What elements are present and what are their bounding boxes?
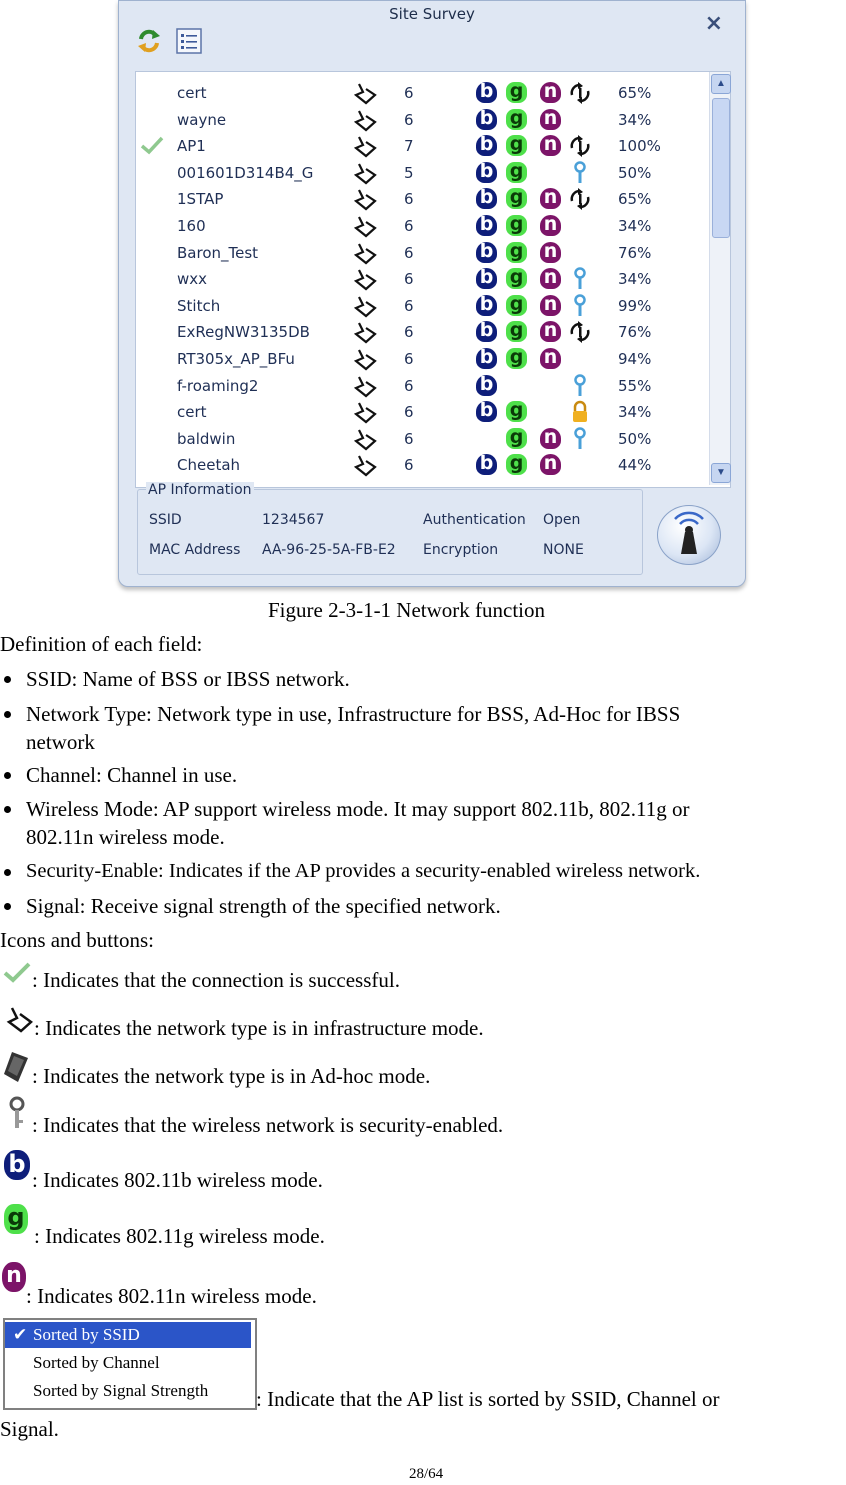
- mode-b-icon: b: [476, 82, 497, 103]
- infrastructure-icon: [352, 400, 378, 424]
- network-ssid: RT305x_AP_BFu: [177, 350, 295, 368]
- network-signal: 34%: [618, 110, 652, 129]
- mode-n-icon: n: [540, 321, 561, 342]
- mode-g-icon: g: [506, 188, 527, 209]
- site-survey-window: [118, 0, 746, 587]
- network-signal: 50%: [618, 163, 652, 182]
- sort-by-channel-item[interactable]: [5, 1350, 251, 1376]
- network-ssid: wxx: [177, 270, 208, 289]
- network-signal: 76%: [618, 323, 652, 342]
- mode-g-icon: g: [506, 215, 527, 236]
- mode-b-icon: b: [476, 348, 497, 369]
- mode-g-icon: g: [506, 348, 527, 369]
- mode-b-icon: b: [476, 454, 497, 475]
- check-icon: ✔: [13, 1325, 28, 1344]
- network-signal: 76%: [618, 243, 652, 262]
- icon-desc-g: : Indicates 802.11g wireless mode.: [34, 1224, 325, 1248]
- infrastructure-icon: [352, 320, 378, 344]
- network-ssid: 160: [177, 217, 206, 235]
- network-channel: 6: [404, 190, 414, 209]
- ssid-value: 1234567: [262, 512, 325, 528]
- antenna-icon: [658, 506, 720, 564]
- network-row[interactable]: [136, 80, 710, 106]
- mode-g-icon: g: [506, 162, 527, 183]
- mode-g-icon: g: [506, 295, 527, 316]
- mode-n-icon: n: [540, 454, 561, 475]
- sort-list-icon[interactable]: [175, 27, 203, 55]
- infrastructure-icon: [352, 374, 378, 398]
- authentication-label: Authentication: [423, 512, 526, 528]
- scroll-down-button[interactable]: ▼: [711, 463, 731, 483]
- sort-by-ssid-label: Sorted by SSID: [33, 1325, 140, 1344]
- bullet-channel: Channel: Channel in use.: [26, 763, 238, 787]
- wps-icon: [568, 320, 592, 344]
- mode-n-icon: n: [540, 295, 561, 316]
- icon-desc-infrastructure: : Indicates the network type is in infrastructure mode.: [34, 1016, 484, 1040]
- mode-b-icon: b: [476, 401, 497, 422]
- adhoc-icon: [2, 1050, 30, 1084]
- network-channel: 6: [404, 403, 414, 422]
- network-ssid: AP1: [177, 137, 206, 156]
- wps-icon: [568, 81, 592, 105]
- sort-by-ssid-item[interactable]: [5, 1322, 251, 1348]
- infrastructure-icon: [352, 81, 378, 105]
- bullet-wireless-mode-cont: 802.11n wireless mode.: [26, 825, 225, 849]
- bullet-wireless-mode: Wireless Mode: AP support wireless mode. It may support 802.11b, 802.11g or: [26, 797, 690, 821]
- icon-desc-b: : Indicates 802.11b wireless mode.: [32, 1168, 323, 1192]
- bullet-network-type-cont: network: [26, 730, 95, 754]
- network-row[interactable]: [136, 426, 710, 452]
- security-key-icon: [568, 267, 592, 291]
- bullet: [4, 676, 11, 683]
- ap-information-panel: [137, 482, 643, 575]
- mode-n-icon: n: [540, 109, 561, 130]
- network-list[interactable]: [135, 71, 731, 488]
- network-ssid: Cheetah: [177, 456, 241, 475]
- network-row[interactable]: [136, 293, 710, 319]
- infrastructure-icon: [352, 267, 378, 291]
- bullet-ssid: SSID: Name of BSS or IBSS network.: [26, 667, 350, 691]
- network-signal: 65%: [618, 190, 652, 209]
- mode-n-icon: n: [540, 82, 561, 103]
- network-channel: 6: [404, 429, 414, 448]
- mode-b-icon: b: [476, 375, 497, 396]
- network-ssid: 1STAP: [177, 190, 224, 209]
- network-signal: 100%: [618, 137, 661, 156]
- mode-b-icon: b: [476, 242, 497, 263]
- network-row[interactable]: [136, 266, 710, 292]
- network-row[interactable]: [136, 186, 710, 212]
- infrastructure-icon: [352, 241, 378, 265]
- mode-g-icon: g: [506, 454, 527, 475]
- network-signal: 34%: [618, 403, 652, 422]
- mode-b-icon: b: [476, 162, 497, 183]
- network-channel: 6: [404, 350, 414, 368]
- mode-b-icon: b: [476, 188, 497, 209]
- sort-desc-line-1: : Indicate that the AP list is sorted by SSID, Channel or: [256, 1387, 720, 1411]
- encryption-label: Encryption: [423, 542, 499, 558]
- close-button[interactable]: ×: [704, 11, 723, 36]
- bullet-signal: Signal: Receive signal strength of the specified network.: [26, 894, 501, 918]
- network-signal: 34%: [618, 270, 652, 289]
- mode-n-icon: n: [540, 188, 561, 209]
- infrastructure-icon: [352, 427, 378, 451]
- sort-menu[interactable]: [3, 1318, 257, 1410]
- mode-b-icon: b: [476, 268, 497, 289]
- mode-g-icon: g: [506, 82, 527, 103]
- icon-desc-security: : Indicates that the wireless network is security-enabled.: [32, 1113, 504, 1137]
- infrastructure-icon: [352, 347, 378, 371]
- mode-g-icon: g: [506, 428, 527, 449]
- sort-by-signal-item[interactable]: [5, 1378, 251, 1404]
- network-ssid: 001601D314B4_G: [177, 163, 314, 182]
- refresh-icon[interactable]: [135, 27, 163, 55]
- mode-n-icon: n: [540, 242, 561, 263]
- mode-g-icon: g: [506, 268, 527, 289]
- network-row[interactable]: [136, 399, 710, 425]
- icons-heading: Icons and buttons:: [0, 928, 154, 952]
- connected-check-icon: [140, 135, 164, 155]
- wps-icon: [568, 187, 592, 211]
- network-row[interactable]: [136, 346, 710, 372]
- mode-g-icon: g: [506, 401, 527, 422]
- infrastructure-icon: [352, 214, 378, 238]
- mode-b-icon: b: [476, 321, 497, 342]
- network-channel: 6: [404, 110, 414, 129]
- encryption-value: NONE: [543, 542, 584, 558]
- infrastructure-icon: [352, 294, 378, 318]
- network-ssid: f-roaming2: [177, 376, 259, 395]
- ap-info-legend: AP Information: [148, 482, 252, 498]
- icon-desc-adhoc: : Indicates the network type is in Ad-hoc mode.: [32, 1064, 431, 1088]
- network-ssid: wayne: [177, 110, 227, 129]
- network-channel: 6: [404, 323, 414, 342]
- network-signal: 55%: [618, 376, 652, 395]
- scrollbar[interactable]: [709, 72, 730, 485]
- icon-desc-connected: : Indicates that the connection is successful.: [32, 968, 400, 992]
- definition-heading: Definition of each field:: [0, 632, 203, 656]
- page-number: 28/64: [409, 1466, 444, 1482]
- network-row[interactable]: [136, 213, 710, 239]
- scroll-up-button[interactable]: ▲: [711, 74, 731, 94]
- authentication-value: Open: [543, 512, 581, 528]
- mode-n-icon: n: [540, 135, 561, 156]
- infrastructure-icon: [352, 134, 378, 158]
- security-key-icon: [568, 294, 592, 318]
- security-key-icon: [568, 161, 592, 185]
- network-row[interactable]: [136, 319, 710, 345]
- icon-desc-n: : Indicates 802.11n wireless mode.: [26, 1284, 317, 1308]
- ssid-label: SSID: [149, 512, 182, 528]
- bullet-network-type: Network Type: Network type in use, Infrastructure for BSS, Ad-Hoc for IBSS: [26, 702, 681, 726]
- mode-b-icon: b: [476, 109, 497, 130]
- antenna-connect-button[interactable]: [657, 505, 721, 565]
- network-channel: 6: [404, 270, 414, 289]
- network-ssid: cert: [177, 403, 207, 422]
- network-signal: 99%: [618, 296, 652, 315]
- network-channel: 6: [404, 84, 414, 102]
- mac-address-label: MAC Address: [149, 542, 241, 558]
- network-signal: 94%: [618, 350, 652, 368]
- network-signal: 50%: [618, 429, 652, 448]
- figure-caption: Figure 2-3-1-1 Network function: [268, 598, 546, 622]
- security-key-icon: [568, 374, 592, 398]
- network-ssid: Baron_Test: [177, 243, 259, 262]
- network-channel: 6: [404, 376, 414, 395]
- mode-n-icon: n: [540, 348, 561, 369]
- mode-g-icon: g: [506, 321, 527, 342]
- bullet: [4, 869, 11, 876]
- mode-n-icon: n: [2, 1262, 26, 1292]
- infrastructure-icon: [352, 453, 378, 477]
- security-key-icon: [6, 1096, 28, 1132]
- window-title: Site Survey: [389, 5, 475, 23]
- bullet: [4, 772, 11, 779]
- network-ssid: Stitch: [177, 296, 221, 315]
- wps-icon: [568, 134, 592, 158]
- mode-b-icon: b: [476, 215, 497, 236]
- mode-b-icon: b: [476, 295, 497, 316]
- network-row[interactable]: [136, 160, 710, 186]
- bullet: [4, 711, 11, 718]
- network-ssid: ExRegNW3135DB: [177, 323, 310, 342]
- network-channel: 6: [404, 456, 414, 475]
- infrastructure-icon: [352, 187, 378, 211]
- scrollbar-thumb[interactable]: [712, 98, 730, 238]
- network-ssid: baldwin: [177, 429, 236, 448]
- network-row[interactable]: [136, 240, 710, 266]
- infrastructure-icon: [4, 1004, 34, 1034]
- mode-g-icon: g: [506, 242, 527, 263]
- network-signal: 65%: [618, 84, 652, 102]
- mode-n-icon: n: [540, 215, 561, 236]
- sort-by-channel-label: Sorted by Channel: [33, 1353, 160, 1372]
- infrastructure-icon: [352, 108, 378, 132]
- mac-address-value: AA-96-25-5A-FB-E2: [262, 542, 396, 558]
- network-ssid: cert: [177, 84, 207, 102]
- mode-b-icon: b: [4, 1150, 30, 1180]
- connected-check-icon: [2, 960, 32, 984]
- network-row[interactable]: [136, 373, 710, 399]
- network-signal: 44%: [618, 456, 652, 475]
- mode-n-icon: n: [540, 268, 561, 289]
- sort-by-signal-label: Sorted by Signal Strength: [33, 1381, 209, 1400]
- lock-icon: [568, 400, 592, 424]
- bullet: [4, 806, 11, 813]
- mode-n-icon: n: [540, 428, 561, 449]
- bullet: [4, 903, 11, 910]
- security-key-icon: [568, 427, 592, 451]
- network-channel: 6: [404, 243, 414, 262]
- network-signal: 34%: [618, 217, 652, 235]
- network-row[interactable]: [136, 452, 710, 478]
- mode-g-icon: g: [506, 135, 527, 156]
- mode-g-icon: g: [4, 1204, 28, 1234]
- sort-desc-line-2: Signal.: [0, 1417, 59, 1441]
- network-row[interactable]: [136, 133, 710, 159]
- network-channel: 6: [404, 296, 414, 315]
- network-row[interactable]: [136, 107, 710, 133]
- mode-g-icon: g: [506, 109, 527, 130]
- bullet-security: Security-Enable: Indicates if the AP provides a security-enabled wireless network.: [26, 860, 701, 882]
- mode-b-icon: b: [476, 135, 497, 156]
- infrastructure-icon: [352, 161, 378, 185]
- network-channel: 6: [404, 217, 414, 235]
- network-channel: 5: [404, 163, 414, 182]
- network-channel: 7: [404, 137, 414, 156]
